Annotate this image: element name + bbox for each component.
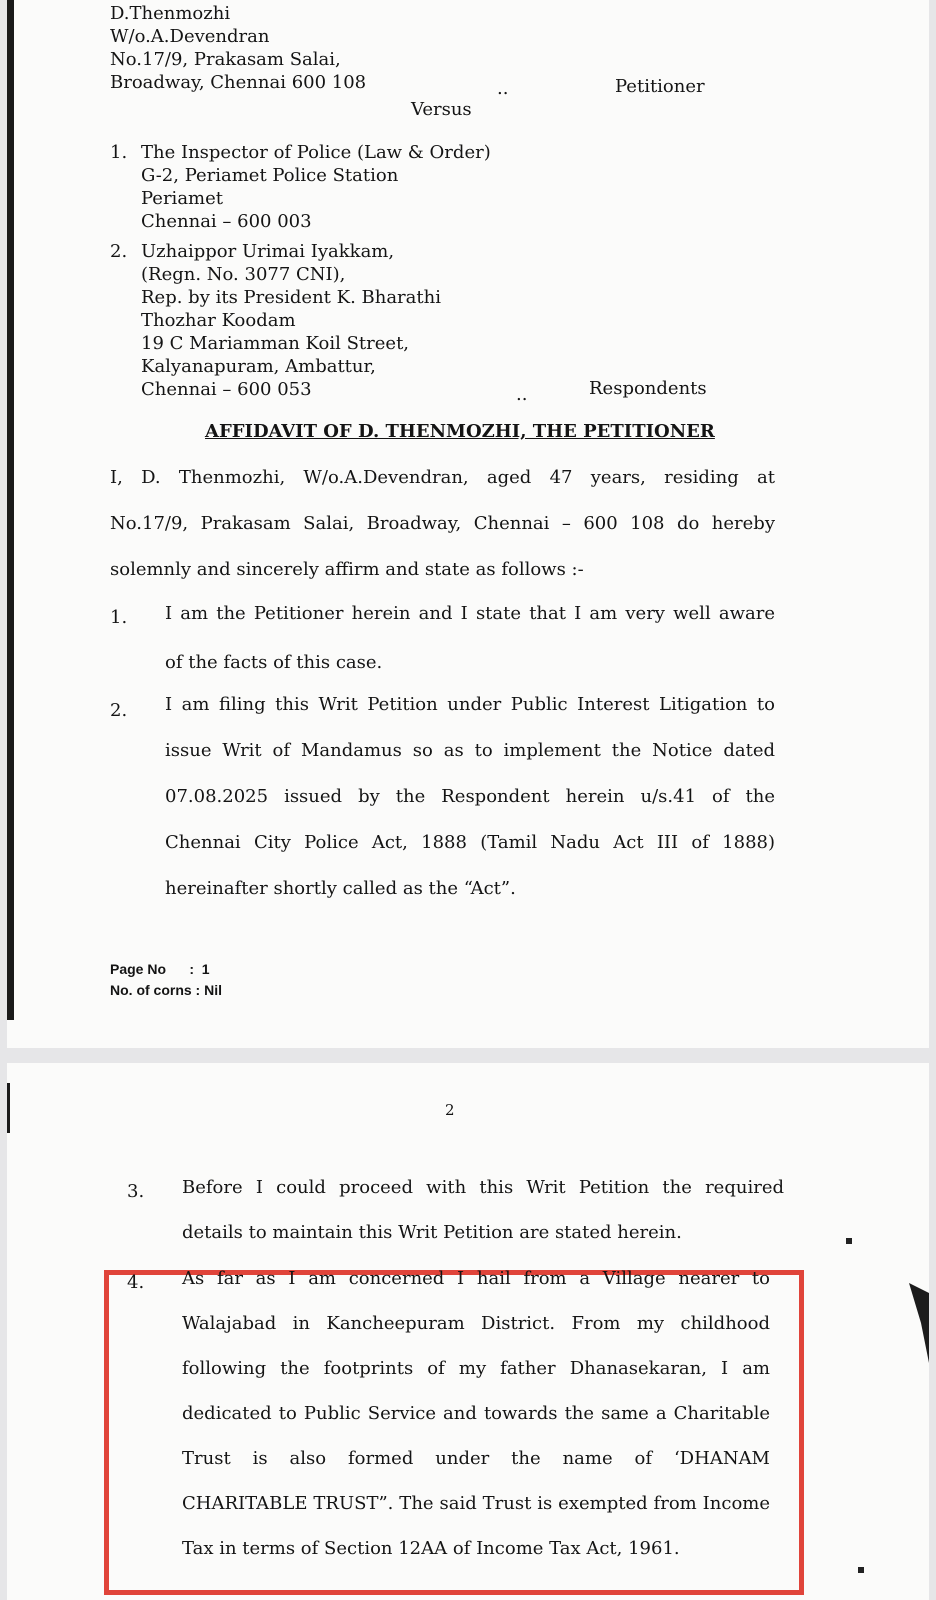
- respondent-1-line: The Inspector of Police (Law & Order): [141, 142, 491, 163]
- petitioner-name: D.Thenmozhi: [110, 3, 231, 24]
- paragraph-4-line: following the footprints of my father Dhanasekaran, I am: [182, 1358, 770, 1379]
- scan-speck: [846, 1238, 852, 1244]
- paragraph-1-number: 1.: [110, 607, 128, 628]
- paragraph-3-line: Before I could proceed with this Writ Petition the required: [182, 1177, 784, 1198]
- affidavit-title: AFFIDAVIT OF D. THENMOZHI, THE PETITIONER: [205, 421, 715, 442]
- paragraph-4-line: Trust is also formed under the name of ‘DHANAM: [182, 1448, 770, 1469]
- paragraph-2-line: 07.08.2025 issued by the Respondent herein u/s.41 of the: [165, 786, 775, 807]
- respondent-2-line: 19 C Mariamman Koil Street,: [141, 333, 410, 354]
- paragraph-1-line: of the facts of this case.: [165, 652, 383, 673]
- paragraph-4-line: Walajabad in Kancheepuram District. From my childhood: [182, 1313, 770, 1334]
- respondent-1-number: 1.: [110, 142, 128, 163]
- scan-edge-shadow: [7, 1083, 10, 1133]
- paragraph-2-line: Chennai City Police Act, 1888 (Tamil Nadu Act III of 1888): [165, 832, 775, 853]
- separator-dots: ..: [516, 384, 528, 405]
- petitioner-address-line: Broadway, Chennai 600 108: [110, 72, 367, 93]
- scan-edge-shadow: [7, 0, 14, 1020]
- paragraph-1-line: I am the Petitioner herein and I state that I am very well aware: [165, 603, 775, 624]
- scan-edge-shard: [903, 1283, 929, 1363]
- paragraph-2-number: 2.: [110, 700, 128, 721]
- paragraph-4-number: 4.: [127, 1272, 145, 1293]
- respondent-2-line: Chennai – 600 053: [141, 379, 312, 400]
- paragraph-4-line: Tax in terms of Section 12AA of Income Tax Act, 1961.: [182, 1538, 680, 1559]
- paragraph-4-line: CHARITABLE TRUST”. The said Trust is exempted from Income: [182, 1493, 770, 1514]
- respondent-2-line: Thozhar Koodam: [141, 310, 296, 331]
- corns-footer: No. of corns : Nil: [110, 982, 222, 998]
- paragraph-3-number: 3.: [127, 1181, 145, 1202]
- paragraph-4-line: dedicated to Public Service and towards the same a Charitable: [182, 1403, 770, 1424]
- paragraph-3-line: details to maintain this Writ Petition are stated herein.: [182, 1222, 682, 1243]
- respondent-2-line: Kalyanapuram, Ambattur,: [141, 356, 376, 377]
- paragraph-4-line: As far as I am concerned I hail from a Village nearer to: [182, 1268, 770, 1289]
- paragraph-2-line: hereinafter shortly called as the “Act”.: [165, 878, 516, 899]
- page-number: 2: [445, 1101, 455, 1119]
- paragraph-2-line: I am filing this Writ Petition under Public Interest Litigation to: [165, 694, 775, 715]
- intro-line: solemnly and sincerely affirm and state as follows :-: [110, 559, 584, 580]
- respondent-2-line: Rep. by its President K. Bharathi: [141, 287, 441, 308]
- respondent-2-number: 2.: [110, 241, 128, 262]
- petitioner-relation: W/o.A.Devendran: [110, 26, 270, 47]
- respondent-2-line: (Regn. No. 3077 CNI),: [141, 264, 346, 285]
- scan-speck: [858, 1567, 864, 1573]
- respondent-1-line: G-2, Periamet Police Station: [141, 165, 399, 186]
- respondent-1-line: Periamet: [141, 188, 224, 209]
- petitioner-role-label: Petitioner: [615, 76, 705, 97]
- page-number-footer: Page No : 1: [110, 961, 210, 977]
- intro-line: I, D. Thenmozhi, W/o.A.Devendran, aged 47 years, residing at: [110, 467, 775, 488]
- respondent-1-line: Chennai – 600 003: [141, 211, 312, 232]
- paragraph-2-line: issue Writ of Mandamus so as to implement the Notice dated: [165, 740, 775, 761]
- versus-label: Versus: [411, 99, 472, 120]
- respondent-2-line: Uzhaippor Urimai Iyakkam,: [141, 241, 395, 262]
- document-page-2: [7, 1063, 929, 1600]
- intro-line: No.17/9, Prakasam Salai, Broadway, Chennai – 600 108 do hereby: [110, 513, 775, 534]
- document-page-1: [7, 0, 929, 1048]
- respondents-role-label: Respondents: [589, 378, 707, 399]
- petitioner-address-line: No.17/9, Prakasam Salai,: [110, 49, 341, 70]
- separator-dots: ..: [497, 78, 509, 99]
